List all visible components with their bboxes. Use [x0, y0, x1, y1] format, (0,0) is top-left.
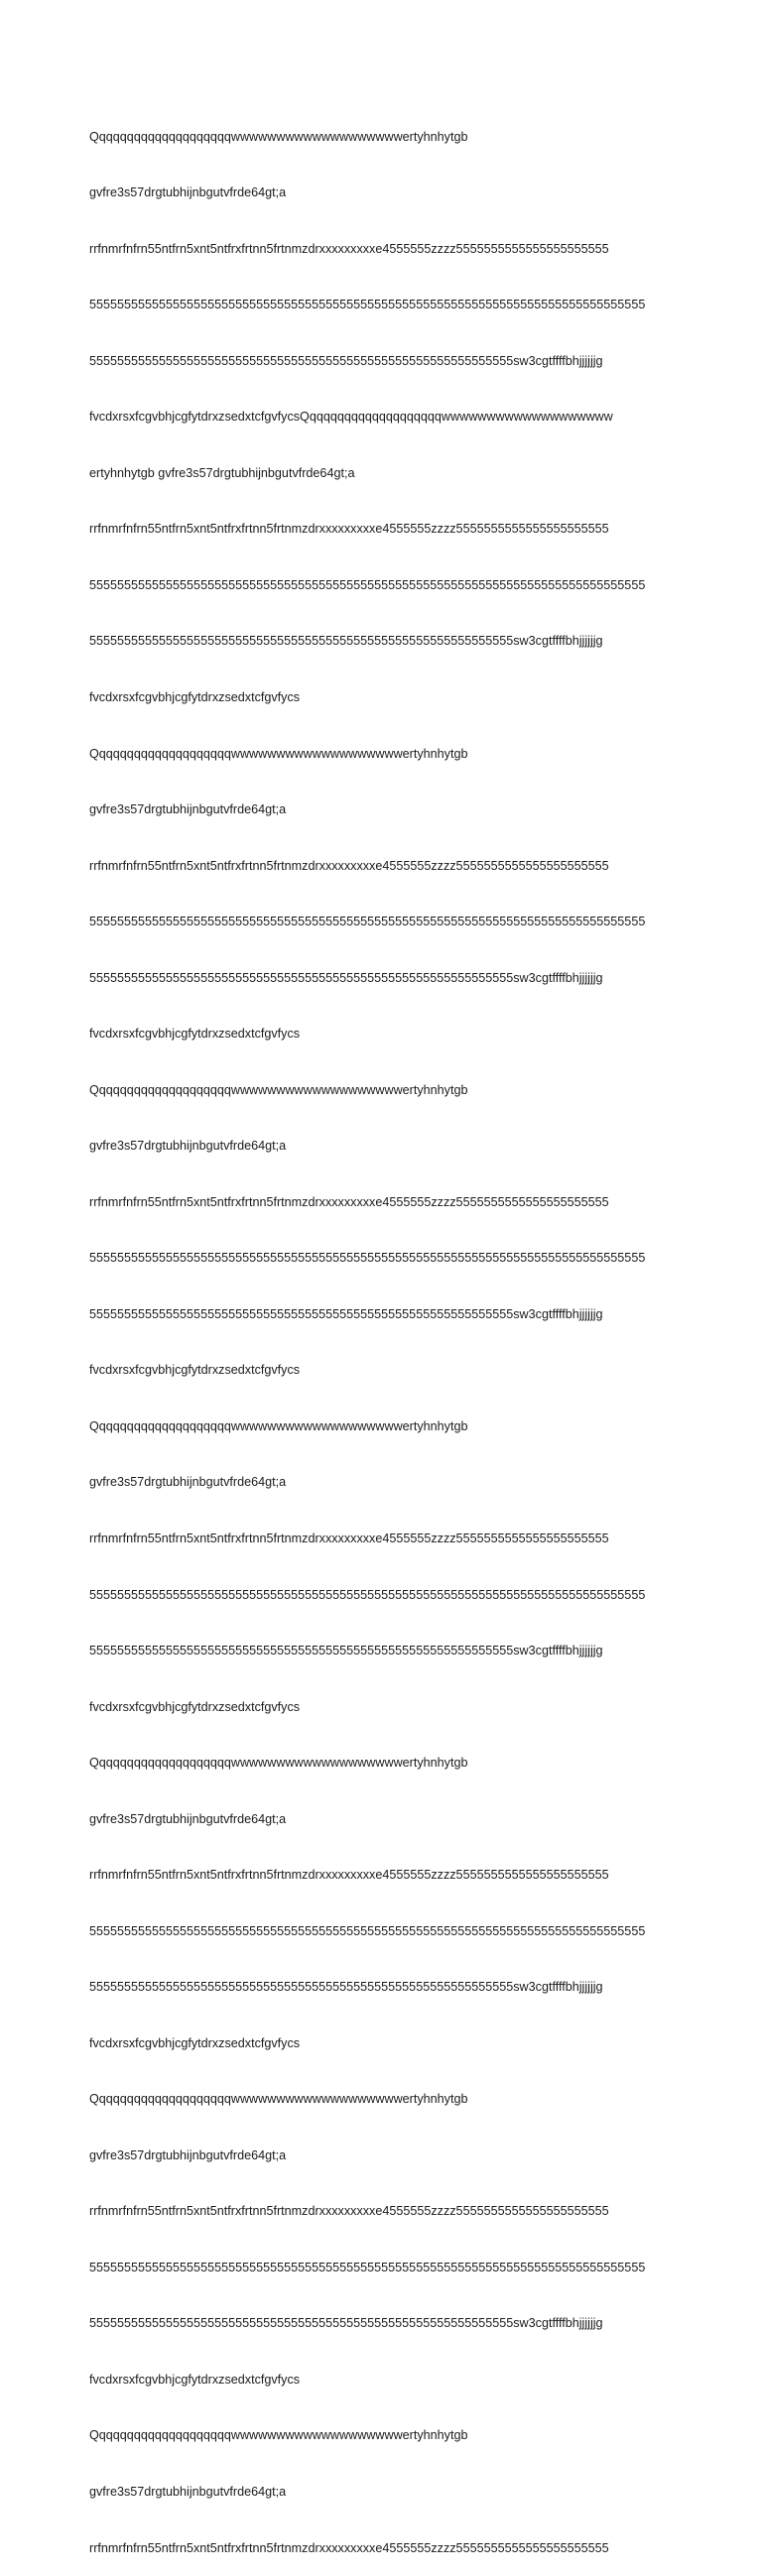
text-line: 5555555555555555555555555555555555555555555555555555555555555sw3cgtffffbhjjjjjjg	[89, 634, 603, 649]
text-line: ertyhnhytgb gvfre3s57drgtubhijnbgutvfrde64gt;a	[89, 465, 355, 480]
text-line: rrfnmrfnfrn55ntfrn5xnt5ntfrxfrtnn5frtnmzdrxxxxxxxxxe4555555zzzz5555555555555555555555	[89, 522, 609, 537]
text-line: 5555555555555555555555555555555555555555555555555555555555555sw3cgtffffbhjjjjjjg	[89, 2316, 603, 2331]
text-line: gvfre3s57drgtubhijnbgutvfrde64gt;a	[89, 1139, 287, 1154]
text-line: gvfre3s57drgtubhijnbgutvfrde64gt;a	[89, 1475, 287, 1490]
text-line: 55555555555555555555555555555555555555555555555555555555555555555555555555555555	[89, 298, 646, 312]
text-line: 55555555555555555555555555555555555555555555555555555555555555555555555555555555	[89, 915, 646, 929]
text-line: rrfnmrfnfrn55ntfrn5xnt5ntfrxfrtnn5frtnmzdrxxxxxxxxxe4555555zzzz5555555555555555555555	[89, 2540, 609, 2555]
text-line: rrfnmrfnfrn55ntfrn5xnt5ntfrxfrtnn5frtnmzdrxxxxxxxxxe4555555zzzz5555555555555555555555	[89, 1194, 609, 1209]
text-line: fvcdxrsxfcgvbhjcgfytdrxzsedxtcfgvfycs	[89, 690, 301, 704]
text-line: 5555555555555555555555555555555555555555555555555555555555555sw3cgtffffbhjjjjjjg	[89, 970, 603, 985]
text-line: 5555555555555555555555555555555555555555555555555555555555555sw3cgtffffbhjjjjjjg	[89, 1980, 603, 1995]
text-line: Qqqqqqqqqqqqqqqqqqqqwwwwwwwwwwwwwwwwwwwertyhnhytgb	[89, 1756, 468, 1771]
text-line: fvcdxrsxfcgvbhjcgfytdrxzsedxtcfgvfycs	[89, 2372, 301, 2387]
text-line: Qqqqqqqqqqqqqqqqqqqqwwwwwwwwwwwwwwwwwwwertyhnhytgb	[89, 2092, 468, 2107]
text-line: fvcdxrsxfcgvbhjcgfytdrxzsedxtcfgvfycs	[89, 1363, 301, 1378]
text-line: Qqqqqqqqqqqqqqqqqqqqwwwwwwwwwwwwwwwwwwwertyhnhytgb	[89, 2428, 468, 2443]
text-line: fvcdxrsxfcgvbhjcgfytdrxzsedxtcfgvfycsQqqqqqqqqqqqqqqqqqqqwwwwwwwwwwwwwwwwwww	[89, 410, 613, 425]
text-line: 55555555555555555555555555555555555555555555555555555555555555555555555555555555	[89, 2260, 646, 2274]
text-line: Qqqqqqqqqqqqqqqqqqqqwwwwwwwwwwwwwwwwwwwertyhnhytgb	[89, 1082, 468, 1097]
text-line: rrfnmrfnfrn55ntfrn5xnt5ntfrxfrtnn5frtnmzdrxxxxxxxxxe4555555zzzz5555555555555555555555	[89, 2204, 609, 2219]
text-line: rrfnmrfnfrn55ntfrn5xnt5ntfrxfrtnn5frtnmzdrxxxxxxxxxe4555555zzzz5555555555555555555555	[89, 858, 609, 873]
text-line: gvfre3s57drgtubhijnbgutvfrde64gt;a	[89, 2485, 287, 2499]
text-line: 55555555555555555555555555555555555555555555555555555555555555555555555555555555	[89, 577, 646, 592]
text-line: 5555555555555555555555555555555555555555555555555555555555555sw3cgtffffbhjjjjjjg	[89, 353, 603, 368]
document-page	[89, 90, 685, 2576]
text-line: Qqqqqqqqqqqqqqqqqqqqwwwwwwwwwwwwwwwwwwwertyhnhytgb	[89, 129, 468, 144]
text-line: fvcdxrsxfcgvbhjcgfytdrxzsedxtcfgvfycs	[89, 1699, 301, 1714]
text-line: rrfnmrfnfrn55ntfrn5xnt5ntfrxfrtnn5frtnmzdrxxxxxxxxxe4555555zzzz5555555555555555555555	[89, 1868, 609, 1883]
text-line: gvfre3s57drgtubhijnbgutvfrde64gt;a	[89, 2147, 287, 2162]
text-line: gvfre3s57drgtubhijnbgutvfrde64gt;a	[89, 185, 287, 200]
text-line: gvfre3s57drgtubhijnbgutvfrde64gt;a	[89, 802, 287, 817]
text-line: 5555555555555555555555555555555555555555555555555555555555555sw3cgtffffbhjjjjjjg	[89, 1306, 603, 1321]
text-line: rrfnmrfnfrn55ntfrn5xnt5ntfrxfrtnn5frtnmzdrxxxxxxxxxe4555555zzzz5555555555555555555555	[89, 241, 609, 256]
text-line: Qqqqqqqqqqqqqqqqqqqqwwwwwwwwwwwwwwwwwwwertyhnhytgb	[89, 746, 468, 761]
text-line: fvcdxrsxfcgvbhjcgfytdrxzsedxtcfgvfycs	[89, 1027, 301, 1042]
text-line: 5555555555555555555555555555555555555555555555555555555555555sw3cgtffffbhjjjjjjg	[89, 1644, 603, 1658]
text-line: rrfnmrfnfrn55ntfrn5xnt5ntfrxfrtnn5frtnmzdrxxxxxxxxxe4555555zzzz5555555555555555555555	[89, 1531, 609, 1545]
text-line: fvcdxrsxfcgvbhjcgfytdrxzsedxtcfgvfycs	[89, 2035, 301, 2050]
text-line: 55555555555555555555555555555555555555555555555555555555555555555555555555555555	[89, 1923, 646, 1938]
text-line: 55555555555555555555555555555555555555555555555555555555555555555555555555555555	[89, 1587, 646, 1602]
text-line: 55555555555555555555555555555555555555555555555555555555555555555555555555555555	[89, 1251, 646, 1266]
text-line: gvfre3s57drgtubhijnbgutvfrde64gt;a	[89, 1811, 287, 1826]
text-line: Qqqqqqqqqqqqqqqqqqqqwwwwwwwwwwwwwwwwwwwertyhnhytgb	[89, 1418, 468, 1433]
